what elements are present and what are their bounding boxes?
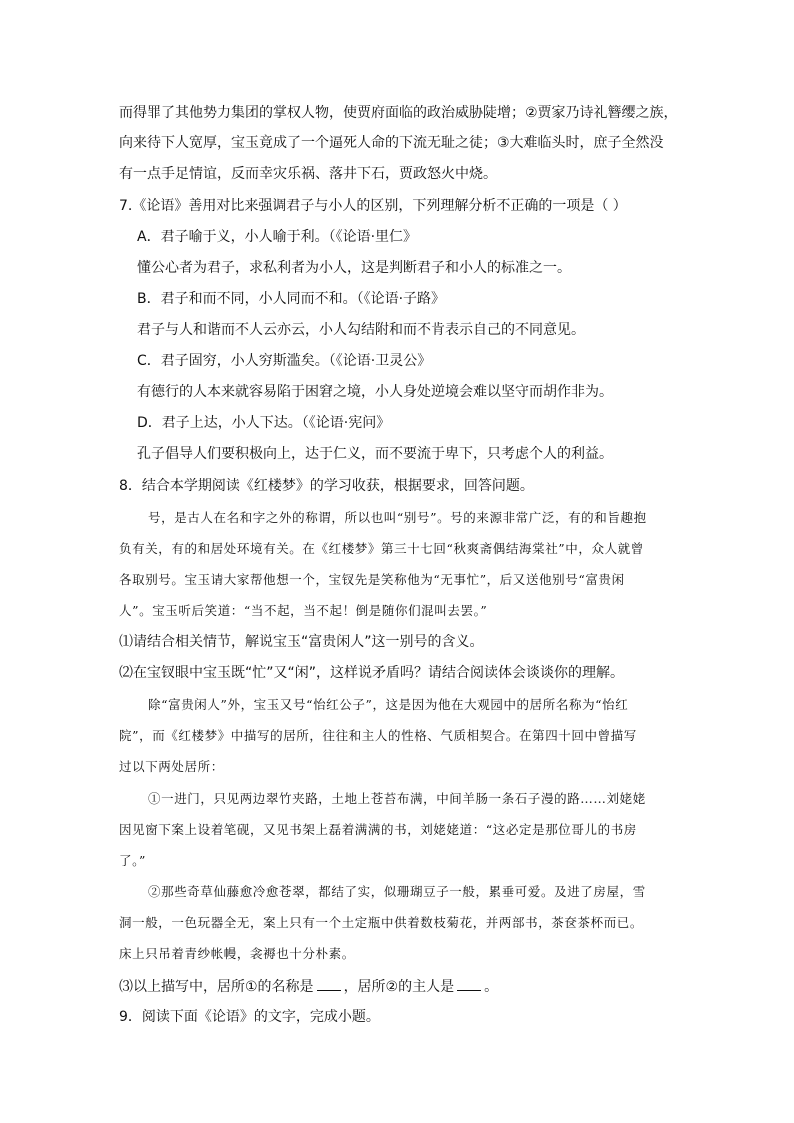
q8-residence2-line-2: 洞一般，一色玩器全无，案上只有一个土定瓶中供着数枝菊花，并两部书，茶奁茶杯而已。 [119, 915, 644, 930]
q7-option-d: D．君子上达，小人下达。（《论语·宪问》 [137, 415, 391, 431]
intro-line-2: 向来待下人宽厚，宝玉竟成了一个逼死人命的下流无耻之徒；③大难临头时，庶子全然没 [119, 135, 664, 151]
q7-option-d-explain: 孔子倡导人们要积极向上，达于仁义，而不要流于卑下，只考虑个人的利益。 [137, 446, 613, 462]
q8-residence1-line-3: 了。” [119, 853, 146, 868]
q8-residence2-line-1: ②那些奇草仙藤愈冷愈苍翠，都结了实，似珊瑚豆子一般，累垂可爱。及进了房屋，雪 [148, 884, 646, 899]
intro-line-3: 有一点手足情谊，反而幸灾乐祸、落井下石，贾政怒火中烧。 [119, 166, 497, 182]
q7-option-a-explain: 懂公心者为君子，求私利者为小人，这是判断君子和小人的标准之一。 [137, 260, 571, 276]
answer-blank-1[interactable] [317, 976, 341, 991]
q7-option-c: C．君子固穷，小人穷斯滥矣。（《论语·卫灵公》 [137, 353, 432, 369]
q8-sub3-part3: 。 [484, 979, 499, 995]
q8-passage1-line-1: 号，是古人在名和字之外的称谓，所以也叫“别号”。号的来源非常广泛，有的和旨趣抱 [148, 510, 647, 525]
q8-sub3 [119, 976, 498, 997]
q7-stem: 7.《论语》善用对比来强调君子与小人的区别，下列理解分析不正确的一项是（ ） [119, 198, 627, 214]
q7-option-b: B．君子和而不同，小人同而不和。（《论语·子路》 [137, 291, 446, 307]
q7-option-a: A．君子喻于义，小人喻于利。（《论语·里仁》 [137, 229, 418, 245]
q9-stem: 9．阅读下面《论语》的文字，完成小题。 [119, 1009, 380, 1025]
q7-option-b-explain: 君子与人和谐而不人云亦云，小人勾结附和而不肯表示自己的不同意见。 [137, 322, 585, 338]
q8-residence1-line-2: 因见窗下案上设着笔砚，又见书架上磊着满满的书，刘姥姥道：“这必定是那位哥儿的书房 [119, 822, 637, 837]
q8-passage1-line-2: 负有关，有的和居处环境有关。在《红楼梦》第三十七回“秋爽斋偶结海棠社”中，众人就曾 [119, 541, 644, 556]
intro-line-1: 而得罪了其他势力集团的掌权人物，使贾府面临的政治威胁陡增；②贾家乃诗礼簪缨之族， [119, 105, 678, 121]
q8-passage1-line-3: 各取别号。宝玉请大家帮他想一个，宝钗先是笑称他为“无事忙”，后又送他别号“富贵闲 [119, 572, 625, 587]
q8-passage1-line-4: 人”。宝玉听后笑道：“当不起，当不起！倒是随你们混叫去罢。” [119, 603, 488, 618]
q8-passage2-line-3: 过以下两处居所： [119, 759, 224, 774]
q8-residence1-line-1: ①一进门，只见两边翠竹夹路，土地上苍苔布满，中间羊肠一条石子漫的路……刘姥姥 [148, 791, 646, 806]
q8-residence2-line-3: 床上只吊着青纱帐幔，衾褥也十分朴素。 [119, 946, 355, 961]
q8-sub1: ⑴请结合相关情节，解说宝玉“富贵闲人”这一别号的含义。 [119, 634, 484, 650]
q8-passage2-line-2: 院”，而《红楼梦》中描写的居所，往往和主人的性格、气质相契合。在第四十回中曾描写 [119, 728, 637, 743]
q8-sub3-part2: ，居所②的主人是 [343, 979, 455, 995]
q7-option-c-explain: 有德行的人本来就容易陷于困窘之境，小人身处逆境会难以坚守而胡作非为。 [137, 384, 613, 400]
q8-sub3-part1: ⑶以上描写中，居所①的名称是 [119, 979, 314, 995]
q8-stem: 8．结合本学期阅读《红楼梦》的学习收获，根据要求，回答问题。 [119, 478, 534, 494]
q8-sub2: ⑵在宝钗眼中宝玉既“忙”又“闲”，这样说矛盾吗？请结合阅读体会谈谈你的理解。 [119, 665, 625, 681]
answer-blank-2[interactable] [457, 976, 481, 991]
q8-passage2-line-1: 除“富贵闲人”外，宝玉又号“怡红公子”，这是因为他在大观园中的居所名称为“怡红 [148, 697, 629, 712]
